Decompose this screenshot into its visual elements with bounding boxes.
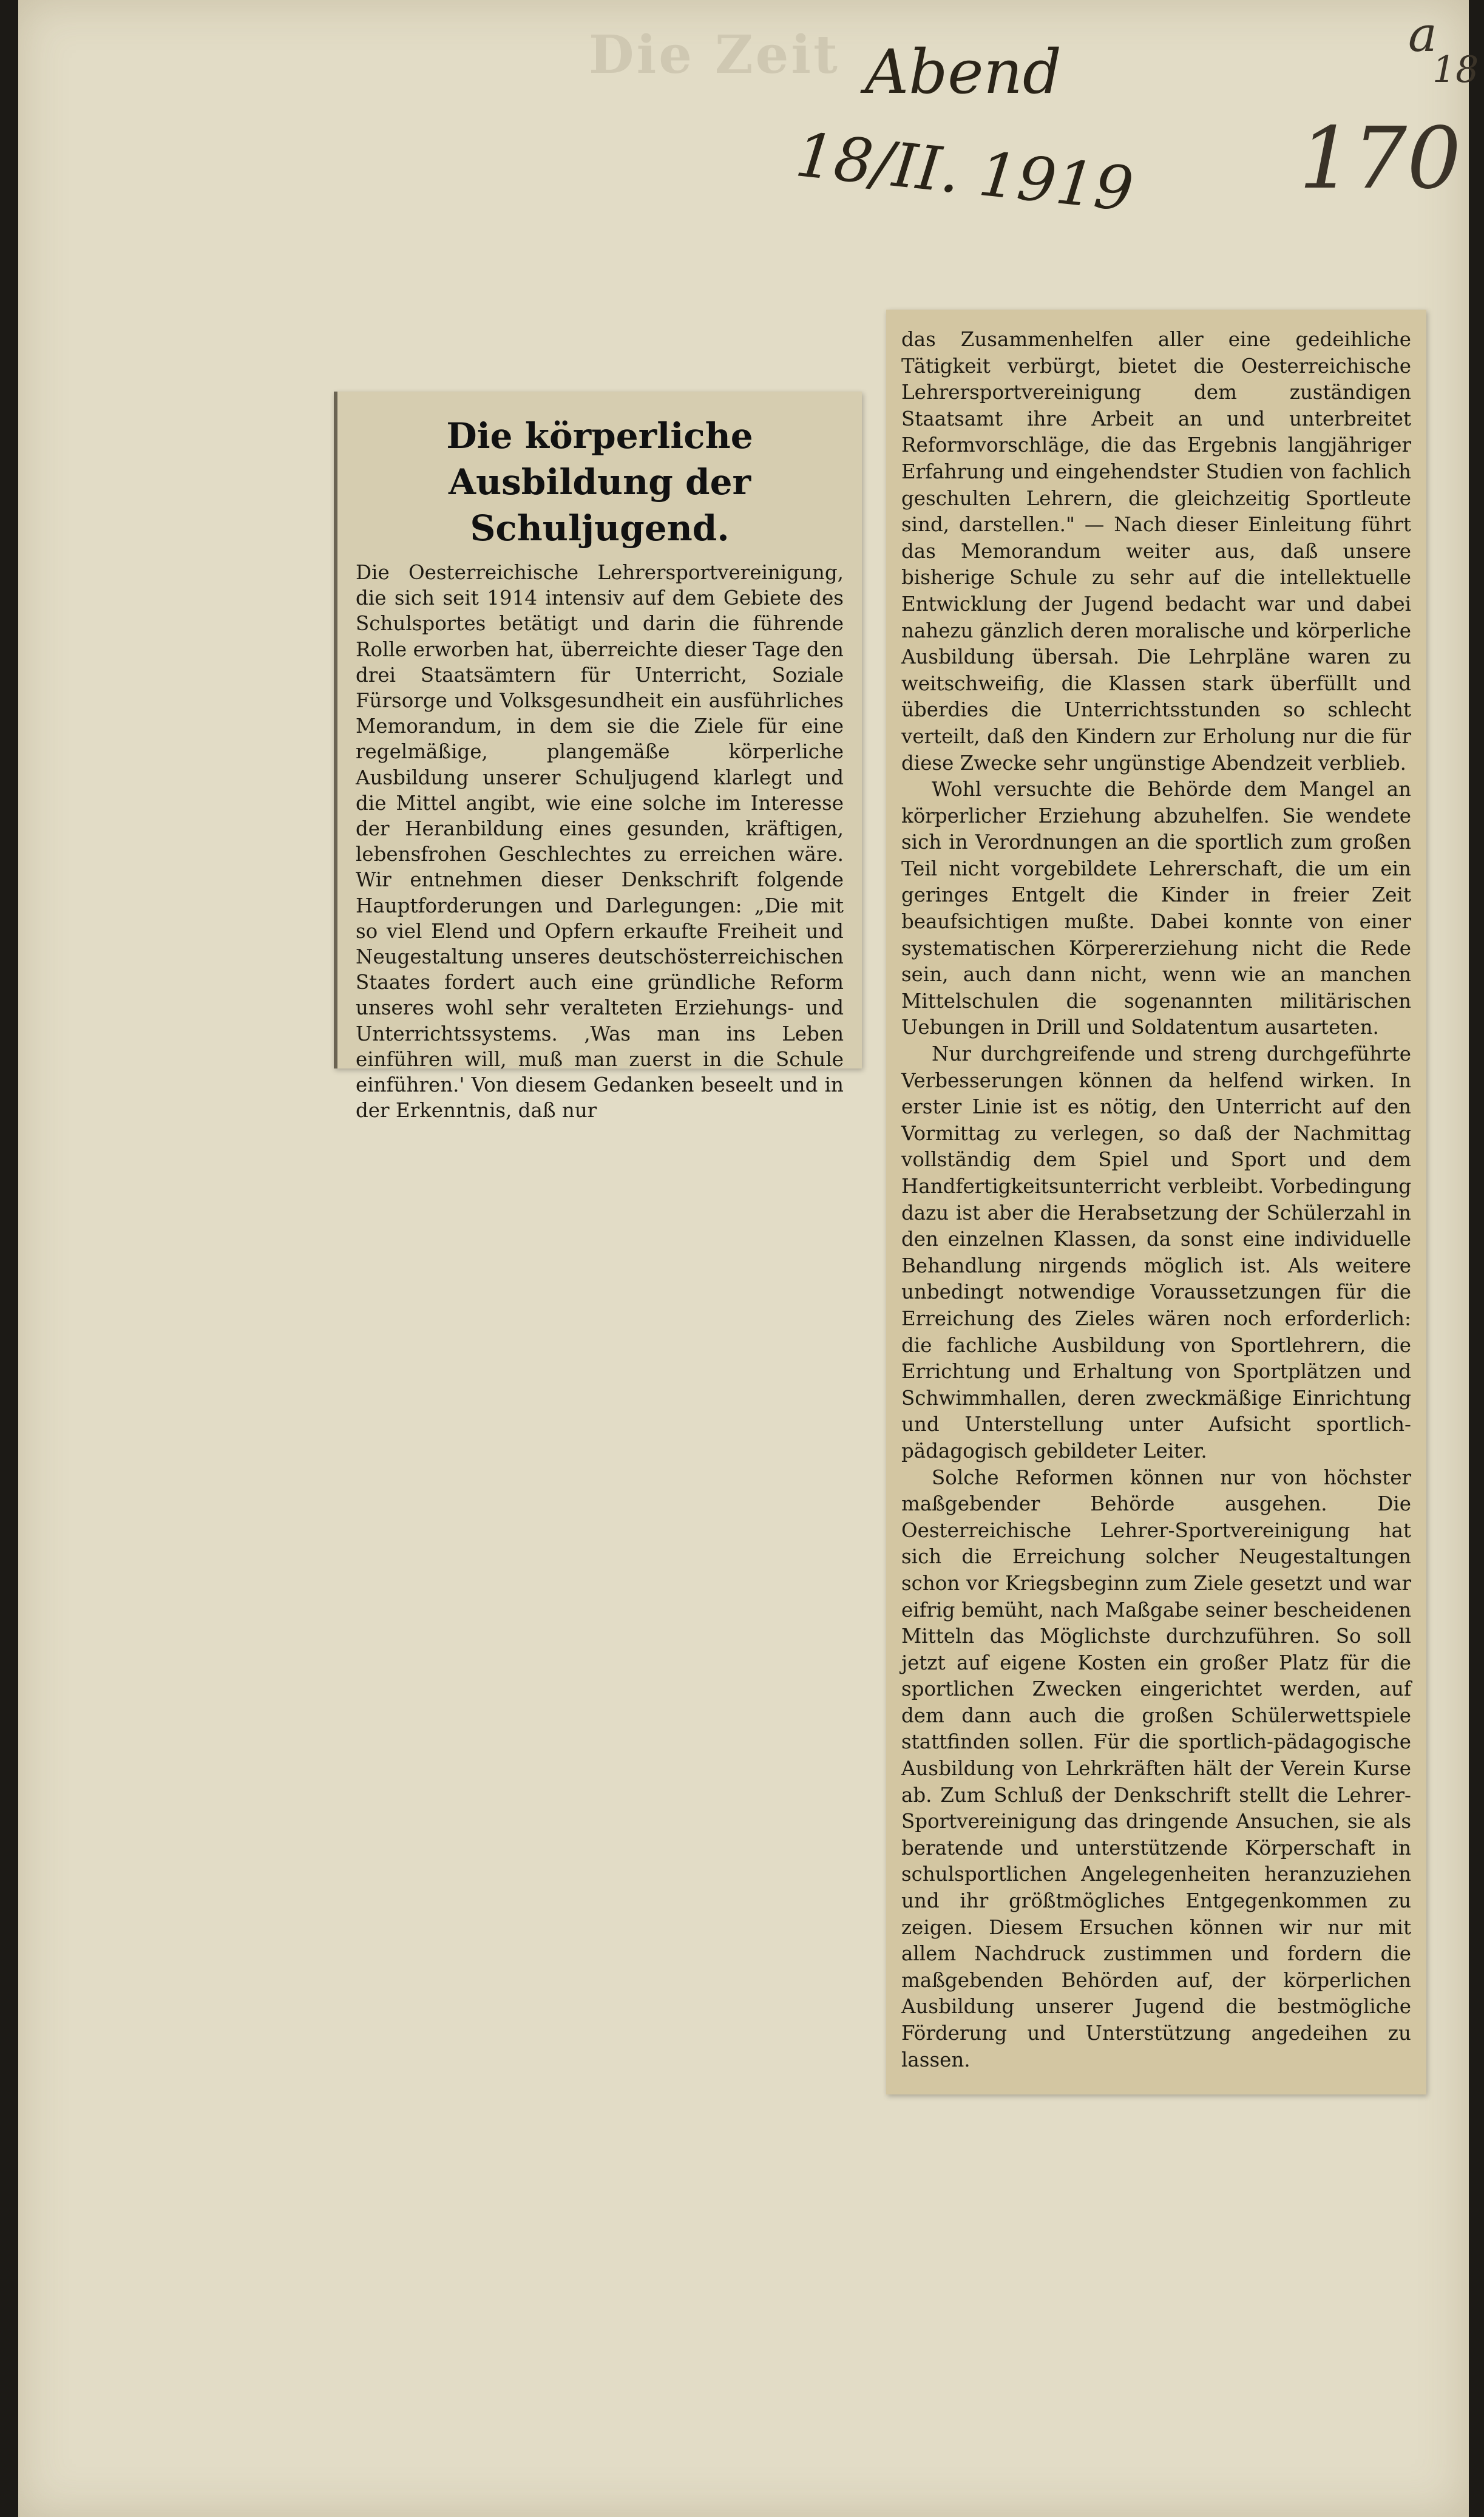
archive-number: 170: [1299, 109, 1462, 208]
article-title: Die körperliche Ausbildung der Schuljugend.: [446, 415, 753, 549]
article-paragraph: Solche Reformen können nur von höchster maßgebender Behörde ausgehen. Die Oesterreichische Lehrer-Sportvereinigung hat sich die Erreichung solcher Neugestaltungen schon vor Kriegsbeginn zum Ziele gesetzt und war eifrig bemüht, nach Maßgabe seiner bescheidenen Mitteln das Möglichste durchzuführen. So soll jetzt auf eigene Kosten ein großer Platz für die sportlichen Zwecken eingerichtet werden, auf dem dann auch die großen Schülerwettspiele stattfinden sollen. Für die sportlich-pädagogische Ausbildung von Lehrkräften hält der Verein Kurse ab. Zum Schluß der Denkschrift stellt die Lehrer-Sportvereinigung das dringende Ansuchen, sie als beratende und unterstützende Körperschaft in schulsportlichen Angelegenheiten heranzuziehen und ihr größtmögliches Entgegenkommen zu zeigen. Diesem Ersuchen können wir nur mit allem Nachdruck zustimmen und fordern die maßgebenden Behörden auf, der körperlichen Ausbildung unserer Jugend die bestmögliche Förderung und Unterstützung angedeihen zu lassen.: [901, 1466, 1411, 2071]
article-paragraph: das Zusammenhelfen aller eine gedeihliche Tätigkeit verbürgt, bietet die Oesterreichische Lehrersportvereinigung dem zuständigen Staatsamt ihre Arbeit an und unterbreitet Reformvorschläge, die das Ergebnis langjähriger Erfahrung und eingehendster Studien von fachlich geschulten Lehrern, die gleichzeitig Sportleute sind, darstellen." — Nach dieser Einleitung führt das Memorandum weiter aus, daß unsere bisherige Schule zu sehr auf die intellektuelle Entwicklung der Jugend bedacht war und dabei nahezu gänzlich deren moralische und körperliche Ausbildung übersah. Die Lehrpläne waren zu weitschweifig, die Klassen stark überfüllt und überdies die Unterrichtsstunden so schlecht verteilt, daß den Kindern zur Erholung nur die für diese Zwecke sehr ungünstige Abendzeit verblieb.: [901, 328, 1411, 775]
article-paragraph: Wohl versuchte die Behörde dem Mangel an körperlicher Erziehung abzuhelfen. Sie wendete sich in Verordnungen an die sportlich zum großen Teil nicht vorgebildete Lehrerschaft, die um ein geringes Entgelt die Kinder in freier Zeit beaufsichtigen mußte. Dabei konnte von einer systematischen Körpererziehung nicht die Rede sein, auch dann nicht, wenn wie an manchen Mittelschulen die sogenannten militärischen Uebungen in Drill und Soldatentum ausarteten.: [901, 778, 1411, 1039]
handwritten-date: 18/II. 1919: [792, 119, 1137, 225]
corner-mark: a: [1408, 6, 1437, 63]
corner-number: 18: [1432, 49, 1479, 91]
handwritten-edition: Abend: [865, 36, 1062, 107]
article-paragraph: Nur durchgreifende und streng durchgeführte Verbesserungen können da helfend wirken. In erster Linie ist es nötig, den Unterricht auf den Vormittag zu verlegen, so daß der Nachmittag vollständig dem Spiel und Sport und dem Handfertigkeitsunterricht verbleibt. Vorbedingung dazu ist aber die Herabsetzung der Schülerzahl in den einzelnen Klassen, da sonst eine individuelle Behandlung nirgends möglich ist. Als weitere unbedingt notwendige Voraussetzungen für die Erreichung des Zieles wären noch erforderlich: die fachliche Ausbildung von Sportlehrern, die Errichtung und Erhaltung von Sportplätzen und Schwimmhallen, deren zweckmäßige Einrichtung und Unterstellung unter Aufsicht sportlich-pädagogisch gebildeter Leiter.: [901, 1042, 1411, 1462]
clipping-left-column: [334, 392, 862, 1123]
article-left-text: Die Oesterreichische Lehrersportvereinigung, die sich seit 1914 intensiv auf dem Gebiete des Schulsportes betätigt und darin die führende Rolle erworben hat, überreichte dieser Tage den drei Staatsämtern für Unterricht, Soziale Fürsorge und Volksgesundheit ein ausführliches Memorandum, in dem sie die Ziele für eine regelmäßige, plangemäße körperliche Ausbildung unserer Schuljugend klarlegt und die Mittel angibt, wie eine solche im Interesse der Heranbildung eines gesunden, kräftigen, lebensfrohen Geschlechtes zu erreichen wäre. Wir entnehmen dieser Denkschrift folgende Hauptforderungen und Darlegungen: „Die mit so viel Elend und Opfern erkaufte Freiheit und Neugestaltung unseres deutschösterreichischen Staates fordert auch eine gründliche Reform unseres wohl sehr veralteten Erziehungs- und Unterrichtssystems. ‚Was man ins Leben einführen will, muß man zuerst in die Schule einführen.' Von diesem Gedanken beseelt und in der Erkenntnis, daß nur: [356, 561, 844, 1123]
clipping-right-column: [886, 310, 1426, 2094]
newspaper-stamp: Die Zeit: [589, 24, 840, 86]
archive-sheet: [18, 0, 1479, 2517]
